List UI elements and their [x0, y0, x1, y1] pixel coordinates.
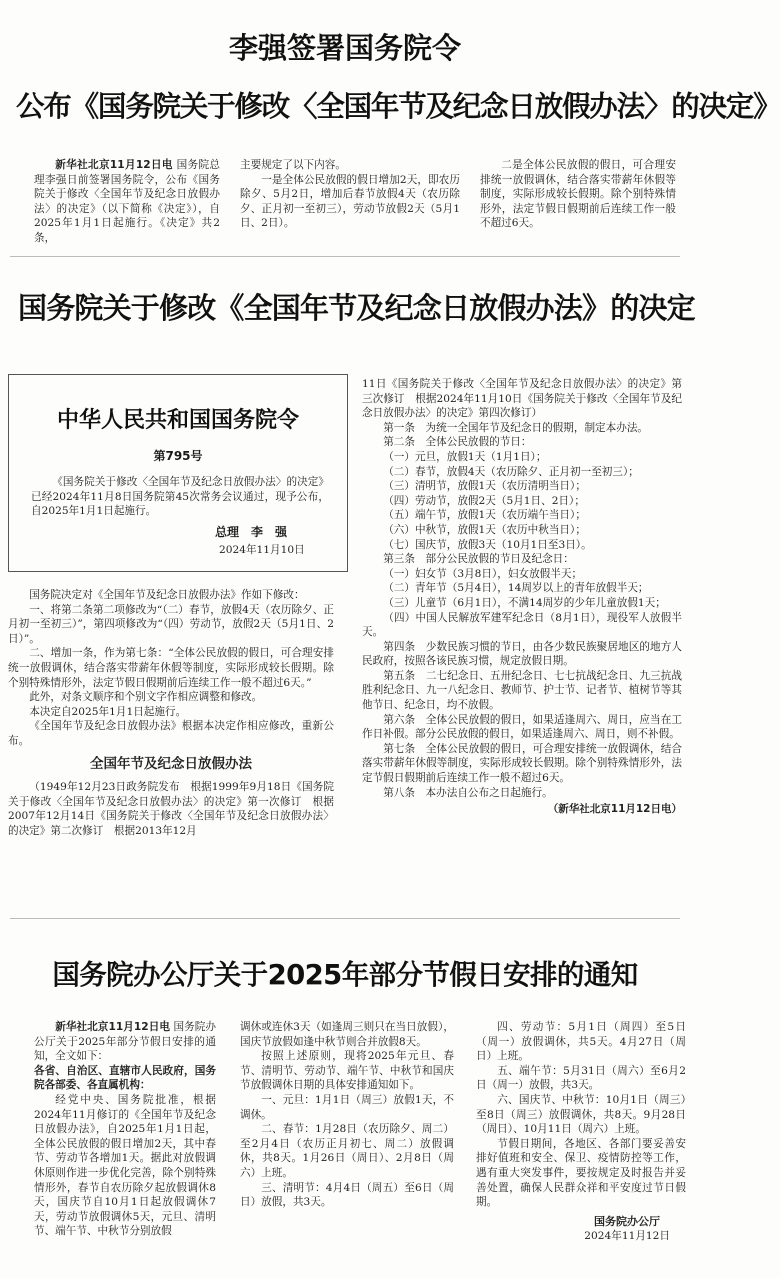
paragraph: 《全国年节及纪念日放假办法》根据本决定作相应修改，重新公布。: [8, 720, 334, 747]
paragraph: 节假日期间，各地区、各部门要妥善安排好值班和安全、保卫、疫情防控等工作，遇有重大突发事件，要按规定及时报告并妥善处置，确保人民群众祥和平安度过节日假期。: [476, 1137, 686, 1209]
notice-headline: 国务院办公厅关于2025年部分节假日安排的通知: [52, 959, 638, 991]
paragraph: 二、春节：1月28日（农历除夕、周二）至2月4日（农历正月初七、周二）放假调休，共8天。1月26日（周日）、2月8日（周六）上班。: [240, 1123, 454, 1179]
state-council-order-box: [8, 374, 348, 572]
paragraph: 本决定自2025年1月1日起施行。: [29, 705, 187, 718]
list-item: （六）中秋节，放假1天（农历中秋当日）；: [383, 523, 586, 536]
list-item: （四）中国人民解放军建军纪念日（8月1日），现役军人放假半天。: [362, 611, 682, 639]
kicker-headline: 李强签署国务院令: [228, 31, 461, 65]
decision-right-column: [362, 377, 682, 817]
paragraph: 六、国庆节、中秋节：10月1日（周三）至8日（周三）放假调休，共8天。9月28日（周日）、10月11日（周六）上班。: [476, 1093, 686, 1136]
paragraph: 三、清明节：4月4日（周五）至6日（周日）放假，共3天。: [240, 1181, 454, 1209]
article-1: 第一条 为统一全国年节及纪念日的假期，制定本办法。: [383, 421, 649, 434]
paragraph: 按照上述原则，现将2025年元旦、春节、清明节、劳动节、端午节、中秋节和国庆节放假调休日期的具体安排通知如下。: [240, 1050, 454, 1092]
list-item: （二）春节，放假4天（农历除夕、正月初一至初三）；: [383, 465, 639, 478]
list-item: （二）青年节（5月4日），14周岁以上的青年放假半天；: [383, 582, 649, 595]
paragraph: 经党中央、国务院批准，根据2024年11月修订的《全国年节及纪念日放假办法》，自2025年1月1日起，全体公民放假的假日增加2天，其中春节、劳动节各增加1天。据此对放假调休原则作进一步优化完善，除个别特殊情形外，春节自农历除夕起放假调休8天，国庆节自10月1日起放假调休7天，劳动节放假调休5天，元旦、清明节、端午节、中秋节分别放假: [34, 1093, 216, 1238]
decision-left-column: [8, 588, 334, 839]
article-6: 第六条 全体公民放假的假日，如果适逢周六、周日，应当在工作日补假。部分公民放假的假日，如果适逢周六、周日，则不补假。: [362, 713, 682, 741]
paragraph: 调休或连休3天（如逢周三则只在当日放假），国庆节放假如逢中秋节则合并放假8天。: [240, 1021, 454, 1048]
article-3: 第三条 部分公民放假的节日及纪念日：: [383, 553, 574, 566]
news-credit: （新华社北京11月12日电）: [547, 803, 682, 816]
article-8: 第八条 本办法自公布之日起施行。: [383, 786, 553, 799]
paragraph: 一、将第二条第二项修改为“（二）春节，放假4天（农历除夕、正月初一至初三）”，第四项修改为“（四）劳动节，放假2天（5月1日、2日）”。: [8, 603, 334, 645]
section1-col2: [240, 158, 460, 231]
notice-col2: [240, 1020, 454, 1210]
paragraph: 主要规定了以下内容。: [240, 159, 346, 171]
list-item: （三）儿童节（6月1日），不满14周岁的少年儿童放假1天；: [383, 596, 666, 609]
divider: [10, 256, 680, 257]
dateline: 新华社北京11月12日电: [55, 1021, 171, 1033]
article-4: 第四条 少数民族习惯的节日，由各少数民族聚居地区的地方人民政府，按照各该民族习惯，规定放假日期。: [362, 640, 682, 668]
order-signer: 总理 李 强: [215, 525, 288, 539]
paragraph: 此外，对条文顺序和个别文字作相应调整和修改。: [29, 691, 263, 704]
order-number: 第795号: [153, 449, 203, 463]
order-title: 中华人民共和国国务院令: [56, 407, 299, 433]
article-5: 第五条 二七纪念日、五卅纪念日、七七抗战纪念日、九三抗战胜利纪念日、九一八纪念日、教师节、护士节、记者节、植树节等其他节日、纪念日，均不放假。: [362, 669, 682, 712]
list-item: （七）国庆节，放假3天（10月1日至3日）。: [383, 538, 592, 551]
list-item: （一）元旦，放假1天（1月1日）；: [383, 450, 547, 463]
notice-col1: [34, 1020, 216, 1239]
paragraph: 五、端午节：5月31日（周六）至6月2日（周一）放假，共3天。: [476, 1064, 686, 1092]
article-text: 国务院总理李强日前签署国务院令，公布《国务院关于修改〈全国年节及纪念日放假办法〉的决定》（以下简称《决定》），自2025年1月1日起施行。《决定》共2条，: [34, 159, 221, 244]
paragraph: 国务院决定对《全国年节及纪念日放假办法》作如下修改：: [29, 589, 305, 601]
list-item: （五）端午节，放假1天（农历端午当日）；: [383, 509, 586, 522]
main-headline: 公布《国务院关于修改〈全国年节及纪念日放假办法〉的决定》: [16, 90, 780, 123]
law-subtitle: 全国年节及纪念日放假办法: [90, 755, 252, 772]
section1-col3: [480, 158, 676, 231]
notice-col3: [476, 1020, 686, 1244]
order-date: 2024年11月10日: [219, 544, 305, 556]
dateline: 新华社北京11月12日电: [55, 159, 173, 171]
notice-date: 2024年11月12日: [584, 1230, 670, 1243]
paragraph: 一是全体公民放假的假日增加2天，即农历除夕、5月2日，增加后春节放假4天（农历除夕、正月初一至初三），劳动节放假2天（5月1日、2日）。: [240, 173, 460, 230]
section1-col1: [34, 158, 220, 246]
order-body: 《国务院关于修改〈全国年节及纪念日放假办法〉的决定》已经2024年11月8日国务院第45次常务会议通过，现予公布，自2025年1月1日起施行。: [31, 476, 329, 518]
revision-history-cont: 11日《国务院关于修改〈全国年节及纪念日放假办法〉的决定》第三次修订 根据2024年11月10日《国务院关于修改〈全国年节及纪念日放假办法〉的决定》第四次修订）: [362, 378, 682, 420]
divider: [10, 918, 680, 919]
notice-addressees: 各省、自治区、直辖市人民政府，国务院各部委、各直属机构：: [34, 1064, 216, 1092]
paragraph: 一、元旦：1月1日（周三）放假1天，不调休。: [240, 1093, 454, 1121]
decision-headline: 国务院关于修改《全国年节及纪念日放假办法》的决定: [18, 291, 695, 325]
paragraph: 二是全体公民放假的假日，可合理安排统一放假调休，结合落实带薪年休假等制度，实际形成较长假期。除个别特殊情形外，法定节假日假期前后连续工作一般不超过6天。: [480, 159, 676, 230]
notice-signer: 国务院办公厅: [594, 1214, 660, 1228]
list-item: （四）劳动节，放假2天（5月1日、2日）；: [383, 494, 585, 507]
article-2: 第二条 全体公民放假的节日：: [383, 436, 532, 449]
notice-intro: 国务院办公厅关于2025年部分节假日安排的通知，全文如下：: [34, 1021, 217, 1063]
list-item: （三）清明节，放假1天（农历清明当日）；: [383, 480, 586, 493]
article-7: 第七条 全体公民放假的假日，可合理安排统一放假调休，结合落实带薪年休假等制度，实际形成较长假期。除个别特殊情形外，法定节假日假期前后连续工作一般不超过6天。: [362, 742, 682, 785]
paragraph: 二、增加一条，作为第七条：“全体公民放假的假日，可合理安排统一放假调休，结合落实带薪年休假等制度，实际形成较长假期。除个别特殊情形外，法定节假日假期前后连续工作一般不超过6天。”: [8, 647, 334, 689]
paragraph: 四、劳动节：5月1日（周四）至5日（周一）放假调休，共5天。4月27日（周日）上班。: [476, 1021, 686, 1063]
revision-history: （1949年12月23日政务院发布 根据1999年9月18日《国务院关于修改〈全国年节及纪念日放假办法〉的决定》第一次修订 根据2007年12月14日《国务院关于修改〈全国年节及纪念日放假办法〉的决定》第二次修订 根据2013年12月: [8, 781, 334, 837]
list-item: （一）妇女节（3月8日），妇女放假半天；: [383, 567, 583, 580]
